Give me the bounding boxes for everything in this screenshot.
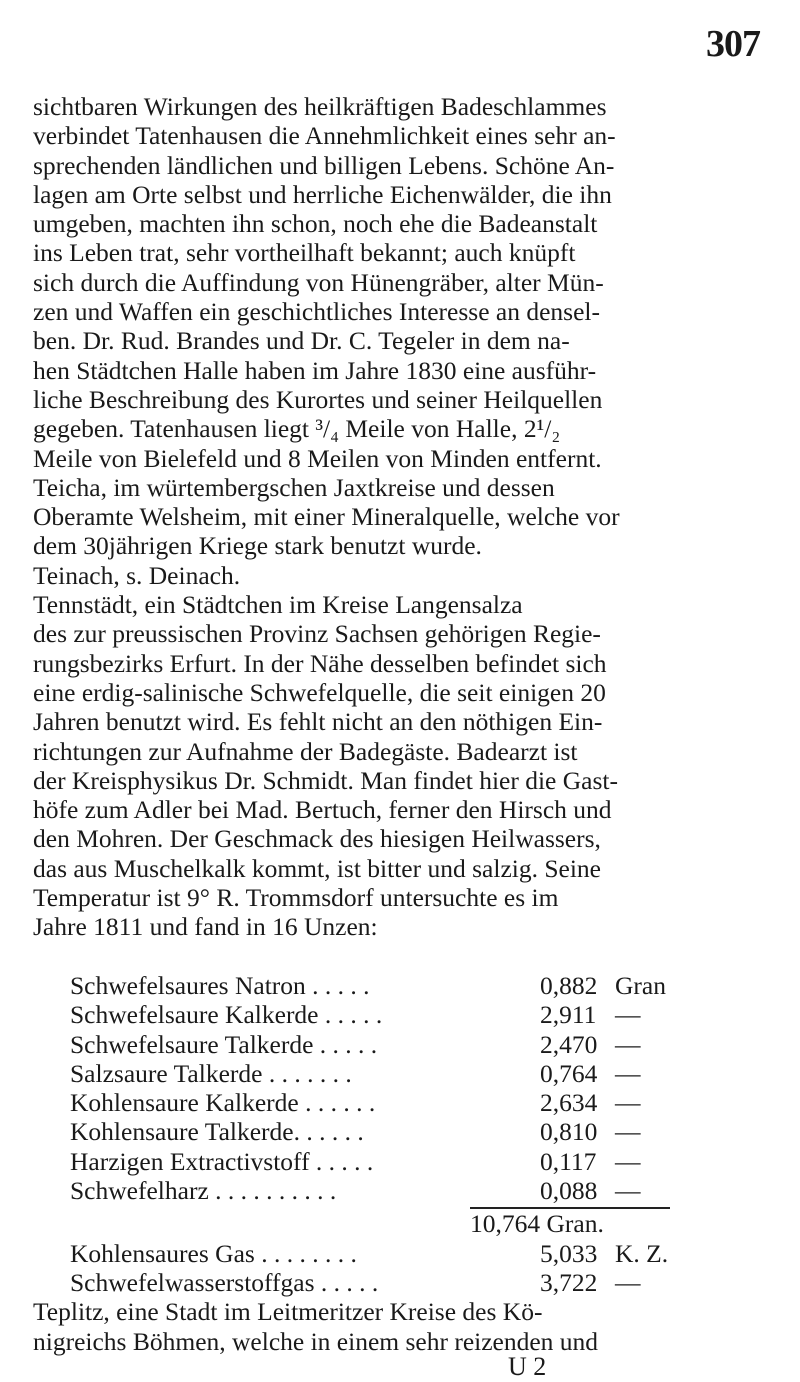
row-value: 0,088 [540, 1176, 598, 1206]
row-unit: — [615, 1000, 641, 1030]
page-number: 307 [706, 23, 760, 65]
row-name: Kohlensaure Kalkerde . . . . . . [70, 1088, 376, 1118]
text-line: zen und Waffen ein geschichtliches Interesse an densel- [33, 297, 600, 327]
text-line: Jahre 1811 und fand in 16 Unzen: [33, 912, 378, 942]
table-row [70, 971, 760, 1000]
row-value: 0,882 [540, 971, 598, 1000]
text-line: den Mohren. Der Geschmack des hiesigen Heilwassers, [33, 824, 601, 854]
text-line: sichtbaren Wirkungen des heilkräftigen Badeschlammes [33, 92, 607, 121]
text-line: sich durch die Auffindung von Hünengräber, alter Mün- [33, 267, 604, 297]
table-row [70, 1088, 760, 1117]
text-line: Teplitz, eine Stadt im Leitmeritzer Kreise des Kö- [33, 1297, 543, 1327]
row-value: 2,470 [540, 1029, 598, 1059]
table-row [70, 1176, 760, 1205]
text-line: umgeben, machten ihn schon, noch ehe die Badeanstalt [33, 209, 598, 239]
row-name: Schwefelwasserstoffgas . . . . . [70, 1267, 379, 1297]
text-line: ben. Dr. Rud. Brandes und Dr. C. Tegeler in dem na- [33, 326, 570, 356]
row-value: 2,634 [540, 1088, 598, 1118]
row-unit: Gran [615, 971, 666, 1000]
row-value: 5,033 [540, 1238, 598, 1268]
gas-table [70, 1239, 760, 1298]
text-line: nigreichs Böhmen, welche in einem sehr reizenden und [33, 1326, 599, 1356]
row-name: Schwefelsaures Natron . . . . . [70, 971, 370, 1000]
row-name: Schwefelsaure Talkerde . . . . . [70, 1029, 378, 1059]
text-line: Oberamte Welsheim, mit einer Mineralquelle, welche vor [33, 502, 620, 532]
text-line: lagen am Orte selbst und herrliche Eichenwälder, die ihn [33, 179, 612, 209]
row-unit: — [615, 1146, 641, 1176]
row-unit: — [615, 1117, 641, 1147]
text-line: Jahren benutzt wird. Es fehlt nicht an den nöthigen Ein- [33, 707, 603, 737]
text-line: Teinach, s. Deinach. [33, 560, 241, 590]
text-line: Meile von Bielefeld und 8 Meilen von Minden entfernt. [33, 443, 602, 473]
table-row [70, 1030, 760, 1059]
body-text [33, 92, 773, 942]
table-row [70, 1239, 760, 1268]
text-line: gegeben. Tatenhausen liegt ³/₄ Meile von Halle, 2¹/₂ [33, 414, 561, 444]
row-name: Schwefelsaure Kalkerde . . . . . [70, 1000, 383, 1030]
row-unit: — [615, 1088, 641, 1118]
row-value: 3,722 [540, 1267, 598, 1297]
text-line: eine erdig-salinische Schwefelquelle, die seit einigen 20 [33, 677, 606, 707]
row-unit: — [615, 1267, 641, 1297]
row-unit: K. Z. [615, 1238, 669, 1268]
row-unit: — [615, 1058, 641, 1088]
row-value: 0,117 [540, 1146, 597, 1176]
row-name: Salzsaure Talkerde . . . . . . . [70, 1058, 352, 1088]
text-line: verbindet Tatenhausen die Annehmlichkeit eines sehr an- [33, 121, 616, 151]
row-value: 0,810 [540, 1117, 598, 1147]
text-line: sprechenden ländlichen und billigen Lebens. Schöne An- [33, 150, 615, 180]
text-line: richtungen zur Aufnahme der Badegäste. Badearzt ist [33, 736, 578, 766]
table-row [70, 1059, 760, 1088]
text-line: Temperatur ist 9° R. Trommsdorf untersuchte es im [33, 883, 559, 913]
text-line: liche Beschreibung des Kurortes und seiner Heilquellen [33, 384, 603, 414]
text-line: hen Städtchen Halle haben im Jahre 1830 eine ausführ- [33, 355, 597, 385]
row-value: 2,911 [540, 1000, 597, 1030]
signature-mark: U 2 [508, 1351, 547, 1381]
analysis-table [70, 971, 760, 1205]
row-name: Kohlensaures Gas . . . . . . . . [70, 1238, 357, 1268]
table-row [70, 1117, 760, 1146]
table-row [70, 1000, 760, 1029]
text-line: ins Leben trat, sehr vortheilhaft bekannt; auch knüpft [33, 238, 576, 268]
closing-text [33, 1297, 773, 1356]
text-line: der Kreisphysikus Dr. Schmidt. Man findet hier die Gast- [33, 765, 618, 795]
text-line: Tennstädt, ein Städtchen im Kreise Langensalza [33, 590, 523, 620]
row-unit: — [615, 1176, 641, 1206]
row-unit: — [615, 1029, 641, 1059]
text-line: dem 30jährigen Kriege stark benutzt wurde. [33, 531, 482, 561]
row-name: Schwefelharz . . . . . . . . . . [70, 1176, 337, 1206]
sum-total: 10,764 Gran. [470, 1209, 604, 1239]
row-name: Harzigen Extractivstoff . . . . . [70, 1146, 374, 1176]
table-row [70, 1147, 760, 1176]
row-name: Kohlensaure Talkerde. . . . . . [70, 1117, 364, 1147]
text-line: Teicha, im würtembergschen Jaxtkreise und dessen [33, 472, 555, 502]
text-line: des zur preussischen Provinz Sachsen gehörigen Regie- [33, 619, 601, 649]
text-line: höfe zum Adler bei Mad. Bertuch, ferner den Hirsch und [33, 795, 612, 825]
row-value: 0,764 [540, 1058, 598, 1088]
text-line: das aus Muschelkalk kommt, ist bitter und salzig. Seine [33, 853, 601, 883]
text-line: rungsbezirks Erfurt. In der Nähe desselben befindet sich [33, 648, 607, 678]
